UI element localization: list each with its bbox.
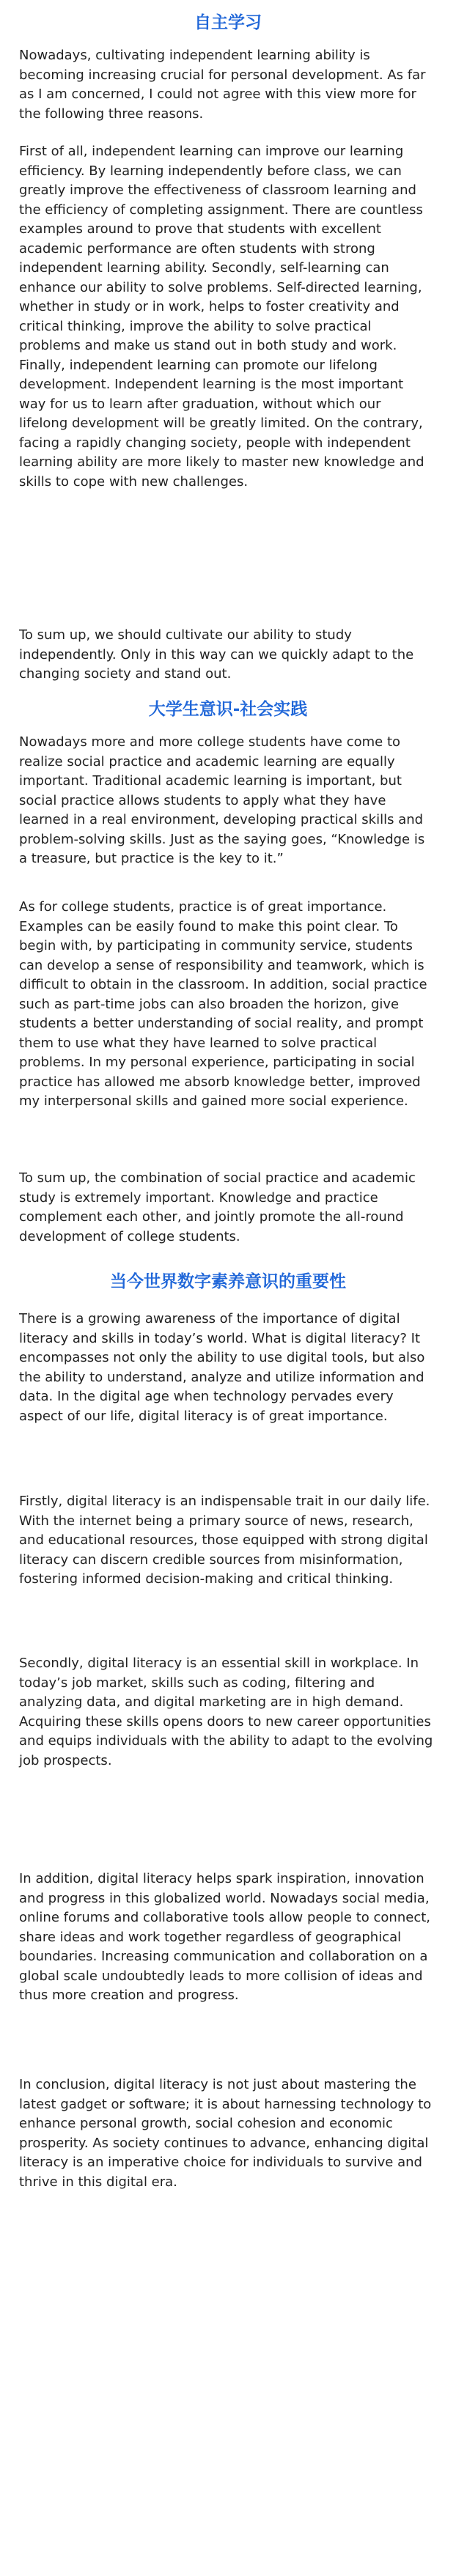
section-2-paragraph-1: Nowadays more and more college students have come to realize social practice and academic learning are equally important. Traditional academic learning is important, but social practice allows students to apply what they have learned in a real environment, developing practical skills and problem-solving skills. Just as the saying goes, “Knowledge is a treasure, but practice is the key to it.” bbox=[19, 734, 425, 866]
section-title-independent-learning: 自主学习 bbox=[194, 13, 262, 32]
section-2-paragraph-3: To sum up, the combination of social practice and academic study is extremely important. Knowledge and practice complement each other, and jointly promote the all-round development of college students. bbox=[19, 1170, 416, 1244]
section-title-social-practice: 大学生意识-社会实践 bbox=[148, 700, 308, 719]
section-title-digital-literacy: 当今世界数字素养意识的重要性 bbox=[110, 1272, 346, 1291]
section-1-paragraph-2: First of all, independent learning can improve our learning efficiency. By learning independently before class, we can greatly improve the effectiveness of classroom learning and the efficiency of completing assignment. There are countless examples around to prove that students with excellent academic performance are often students with strong independent learning ability. Secondly, self-learning can enhance our ability to solve problems. Self-directed learning, whether in study or in work, helps to foster creativity and critical thinking, improve the ability to solve practical problems and make us stand out in both study and work. Finally, independent learning can promote our lifelong development. Independent learning is the most important way for us to learn after graduation, without which our lifelong development will be greatly limited. On the contrary, facing a rapidly changing society, people with independent learning ability are more likely to master new knowledge and skills to cope with new challenges. bbox=[19, 144, 424, 490]
section-3-paragraph-5: In conclusion, digital literacy is not just about mastering the latest gadget or software; it is about harnessing technology to enhance personal growth, social cohesion and economic prosperity. As society continues to advance, enhancing digital literacy is an imperative choice for individuals to survive and thrive in this digital era. bbox=[19, 2077, 432, 2190]
section-3-paragraph-4: In addition, digital literacy helps spark inspiration, innovation and progress in this globalized world. Nowadays social media, online forums and collaborative tools allow people to connect, share ideas and work together regardless of geographical boundaries. Increasing communication and collaboration on a global scale undoubtedly leads to more collision of ideas and thus more creation and progress. bbox=[19, 1871, 430, 2003]
section-1-paragraph-3: To sum up, we should cultivate our ability to study independently. Only in this way can we quickly adapt to the changing society and stand out. bbox=[19, 627, 414, 682]
section-3-paragraph-3: Secondly, digital literacy is an essential skill in workplace. In today’s job market, skills such as coding, filtering and analyzing data, and digital marketing are in high demand. Acquiring these skills opens doors to new career opportunities and equips individuals with the ability to adapt to the evolving job prospects. bbox=[19, 1656, 433, 1768]
section-1-paragraph-1: Nowadays, cultivating independent learning ability is becoming increasing crucial for personal development. As far as I am concerned, I could not agree with this view more for the following three reasons. bbox=[19, 48, 426, 122]
section-3-paragraph-2: Firstly, digital literacy is an indispensable trait in our daily life. With the internet being a primary source of news, research, and educational resources, those equipped with strong digital literacy can discern credible sources from misinformation, fostering informed decision-making and critical thinking. bbox=[19, 1494, 430, 1587]
section-3-paragraph-1: There is a growing awareness of the importance of digital literacy and skills in today’s world. What is digital literacy? It encompasses not only the ability to use digital tools, but also the ability to understand, analyze and utilize information and data. In the digital age when technology pervades every aspect of our life, digital literacy is of great importance. bbox=[19, 1311, 425, 1424]
section-2-paragraph-2: As for college students, practice is of great importance. Examples can be easily found to make this point clear. To begin with, by participating in community service, students can develop a sense of responsibility and teamwork, which is difficult to obtain in the classroom. In addition, social practice such as part-time jobs can also broaden the horizon, give students a better understanding of social reality, and prompt them to use what they have learned to solve practical problems. In my personal experience, participating in social practice has allowed me absorb knowledge better, improved my interpersonal skills and gained more social experience. bbox=[19, 899, 427, 1109]
